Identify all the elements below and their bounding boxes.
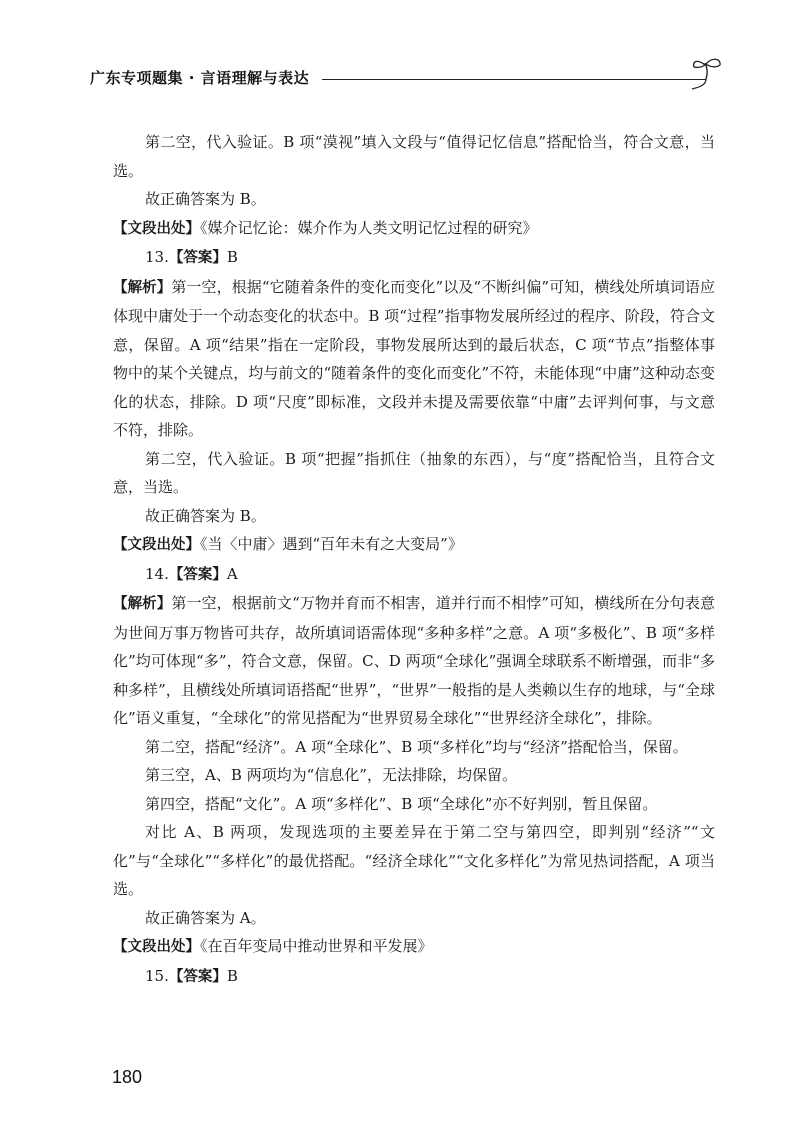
header-rule — [322, 79, 706, 80]
running-header — [90, 55, 730, 95]
header-title: 广东专项题集 · 言语理解与表达 — [90, 69, 310, 87]
answer-label: 【答案】 — [168, 566, 227, 583]
source-label: 【文段出处】 — [113, 220, 200, 237]
answer-value: A — [226, 564, 238, 583]
question-number: 14. — [145, 564, 169, 583]
conclusion: 故正确答案为 B。 — [145, 506, 266, 525]
answer-line — [113, 243, 715, 273]
analysis-paragraph — [113, 273, 715, 445]
source-line — [113, 932, 715, 962]
paragraph: 第四空，搭配“文化”。A 项“多样化”、B 项“全球化”亦不好判别，暂且保留。 — [145, 794, 658, 813]
conclusion: 故正确答案为 A。 — [145, 908, 266, 927]
page-body — [113, 128, 715, 991]
sprout-icon — [688, 55, 730, 95]
analysis-paragraph — [113, 589, 715, 733]
conclusion: 故正确答案为 B。 — [145, 190, 266, 208]
question-number: 15. — [145, 966, 169, 985]
answer-label: 【答案】 — [168, 968, 227, 985]
paragraph: 第二空，代入验证。B 项“漠视”填入文段与“值得记忆信息”搭配恰当，符合文意，当选。 — [113, 133, 715, 180]
answer-value: B — [226, 248, 238, 266]
page-number: 180 — [112, 1067, 143, 1087]
source-line — [113, 530, 715, 560]
question-number: 13. — [145, 248, 169, 266]
answer-value: B — [226, 966, 238, 985]
answer-label: 【答案】 — [168, 250, 227, 266]
analysis-text: 第一空，根据前文“万物并育而不相害，道并行而不相悖”可知，横线所在分句表意为世间万事万物皆可共存，故所填词语需体现“多种多样”之意。A 项“多极化”、B 项“多样化”均可体现“多”，符合文意，保留。C、D 两项“全球化”强调全球联系不断增强，而非“多种多样”，且横线处所填词语搭配“世界”，“世界”一般指的是人类赖以生存的地球，与“全球化”语义重复，“全球化”的常见搭配为“世界贸易全球化”“世界经济全球化”，排除。 — [113, 594, 716, 727]
analysis-label: 【解析】 — [113, 596, 172, 612]
source-text: 《在百年变局中推动世界和平发展》 — [200, 937, 433, 955]
analysis-text: 第一空，根据“它随着条件的变化而变化”以及“不断纠偏”可知，横线处所填词语应体现中庸处于一个动态变化的状态中。B 项“过程”指事物发展所经过的程序、阶段，符合文意，保留。A 项“结果”指在一定阶段，事物发展所达到的最后状态，C 项“节点”指整体事物中的某个关键点，均与前文的“随着条件的变化而变化”不符，未能体现“中庸”这种动态变化的状态，排除。D 项“尺度”即标准，文段并未提及需要依靠“中庸”去评判何事，与文意不符，排除。 — [113, 277, 715, 439]
paragraph: 第三空，A、B 两项均为“信息化”，无法排除，均保留。 — [145, 766, 517, 784]
paragraph: 第二空，代入验证。B 项“把握”指抓住（抽象的东西），与“度”搭配恰当，且符合文意，当选。 — [113, 449, 715, 496]
source-text: 《媒介记忆论：媒介作为人类文明记忆过程的研究》 — [200, 218, 538, 237]
answer-line — [113, 560, 715, 590]
analysis-label: 【解析】 — [113, 279, 172, 296]
source-line — [113, 214, 715, 244]
source-label: 【文段出处】 — [113, 537, 200, 553]
source-text: 《当〈中庸〉遇到“百年未有之大变局”》 — [200, 535, 463, 553]
paragraph: 对比 A、B 两项，发现选项的主要差异在于第二空与第四空，即判别“经济”“文化”与“全球化”“多样化”的最优搭配。“经济全球化”“文化多样化”为常见热词搭配，A 项当选。 — [113, 823, 715, 898]
answer-line — [113, 962, 715, 992]
source-label: 【文段出处】 — [113, 939, 200, 955]
paragraph: 第二空，搭配“经济”。A 项“全球化”、B 项“多样化”均与“经济”搭配恰当，保留。 — [145, 737, 688, 756]
